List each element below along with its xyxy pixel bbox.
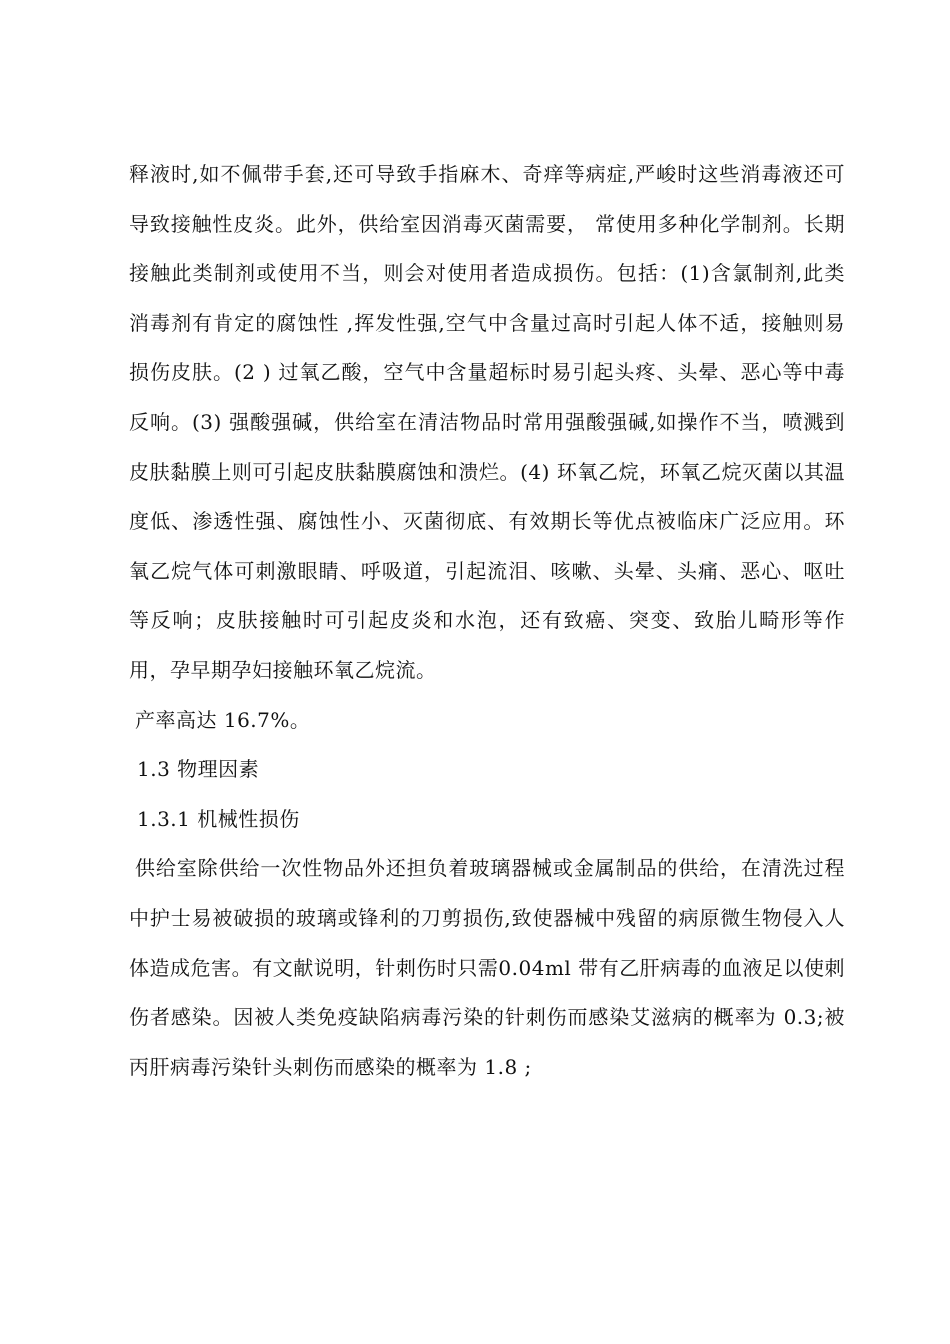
- subsection-heading-mechanical-injury: 1.3.1 机械性损伤: [137, 806, 300, 831]
- document-body: [129, 150, 845, 1092]
- paragraph-rate-fragment: 产率高达 16.7%。: [135, 707, 311, 732]
- paragraph-disinfectant-hazards: 释液时,如不佩带手套,还可导致手指麻木、奇痒等病症,严峻时这些消毒液还可导致接触性皮炎。此外，供给室因消毒灭菌需要， 常使用多种化学制剂。长期接触此类制剂或使用不当，则会对使用者造成损伤。包括：(1)含氯制剂,此类 消毒剂有肯定的腐蚀性 ,挥发性强,空气中含量过高时引起人体不适，接触则易损伤皮肤。(2 ) 过氧乙酸，空气中含量超标时易引起头疼、头晕、恶心等中毒反响。(3) 强酸强碱，供给室在清洁物品时常用强酸强碱,如操作不当，喷溅到皮肤黏膜上则可引起皮肤黏膜腐蚀和溃烂。(4) 环氧乙烷，环氧乙烷灭菌以其温度低、渗透性强、腐蚀性小、灭菌彻底、有效期长等优点被临床广泛应用。环氧乙烷气体可刺激眼睛、呼吸道，引起流泪、咳嗽、头晕、头痛、恶心、呕吐等反响；皮肤接触时可引起皮炎和水泡，还有致癌、突变、致胎儿畸形等作用，孕早期孕妇接触环氧乙烷流。: [129, 162, 845, 682]
- paragraph-mechanical-injury: 供给室除供给一次性物品外还担负着玻璃器械或金属制品的供给，在清洗过程中护士易被破损的玻璃或锋利的刀剪损伤,致使器械中残留的病原微生物侵入人体造成危害。有文献说明，针刺伤时只需0.04ml 带有乙肝病毒的血液足以使刺伤者感染。因被人类免疫缺陷病毒污染的针刺伤而感染艾滋病的概率为 0.3;被丙肝病毒污染针头刺伤而感染的概率为 1.8 ;: [129, 856, 845, 1079]
- section-heading-physical-factors: 1.3 物理因素: [137, 757, 260, 782]
